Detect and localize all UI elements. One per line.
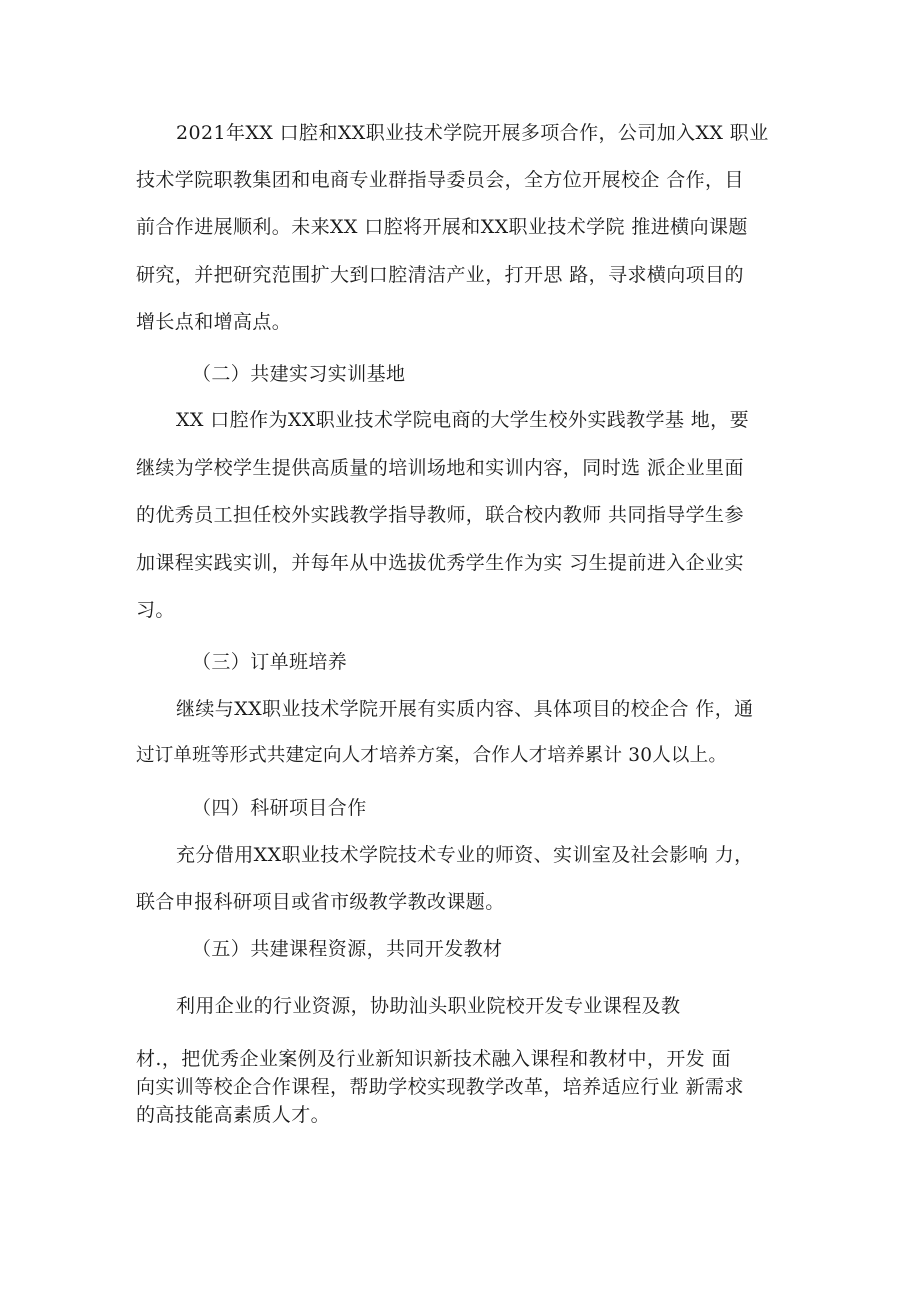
paragraph-5-line-4: 的高技能高素质人才。 <box>136 1104 331 1126</box>
paragraph-2-line-3: 的优秀员工担任校外实践教学指导教师，联合校内教师 共同指导学生参 <box>136 504 744 526</box>
paragraph-5-line-3: 向实训等校企合作课程，帮助学校实现教学改革，培养适应行业 新需求 <box>136 1076 744 1098</box>
paragraph-5-line-1: 利用企业的行业资源，协助汕头职业院校开发专业课程及教 <box>176 995 681 1017</box>
paragraph-3-line-1: 继续与XX职业技术学院开展有实质内容、具体项目的校企合 作，通 <box>176 698 754 720</box>
paragraph-2-line-2: 继续为学校学生提供高质量的培训场地和实训内容，同时选 派企业里面 <box>136 457 744 479</box>
paragraph-3-line-2: 过订单班等形式共建定向人才培养方案，合作人才培养累计 30人以上。 <box>136 745 728 766</box>
paragraph-1-line-1: 2021年XX 口腔和XX职业技术学院开展多项合作，公司加入XX 职业 <box>176 122 769 144</box>
paragraph-1-line-5: 增长点和增高点。 <box>136 311 292 333</box>
paragraph-2-line-1: XX 口腔作为XX职业技术学院电商的大学生校外实践教学基 地，要 <box>176 409 749 431</box>
paragraph-2-line-5: 习。 <box>136 599 175 621</box>
section-heading-2: （二）共建实习实训基地 <box>192 363 406 385</box>
paragraph-4-line-1: 充分借用XX职业技术学院技术专业的师资、实训室及社会影响 力， <box>176 844 754 866</box>
section-heading-3: （三）订单班培养 <box>192 651 348 673</box>
paragraph-1-line-2: 技术学院职教集团和电商专业群指导委员会，全方位开展校企 合作，目 <box>136 169 744 191</box>
paragraph-2-line-4: 加课程实践实训，并每年从中选拔优秀学生作为实 习生提前进入企业实 <box>136 552 744 574</box>
paragraph-1-line-4: 研究，并把研究范围扩大到口腔清洁产业，打开思 路，寻求横向项目的 <box>136 264 744 286</box>
section-heading-5: （五）共建课程资源，共同开发教材 <box>192 938 503 960</box>
paragraph-5-line-2: 材.，把优秀企业案例及行业新知识新技术融入课程和教材中，开发 面 <box>136 1048 731 1070</box>
paragraph-4-line-2: 联合申报科研项目或省市级教学教改课题。 <box>136 891 505 913</box>
section-heading-4: （四）科研项目合作 <box>192 797 367 819</box>
paragraph-1-line-3: 前合作进展顺利。未来XX 口腔将开展和XX职业技术学院 推进横向课题 <box>136 216 748 238</box>
